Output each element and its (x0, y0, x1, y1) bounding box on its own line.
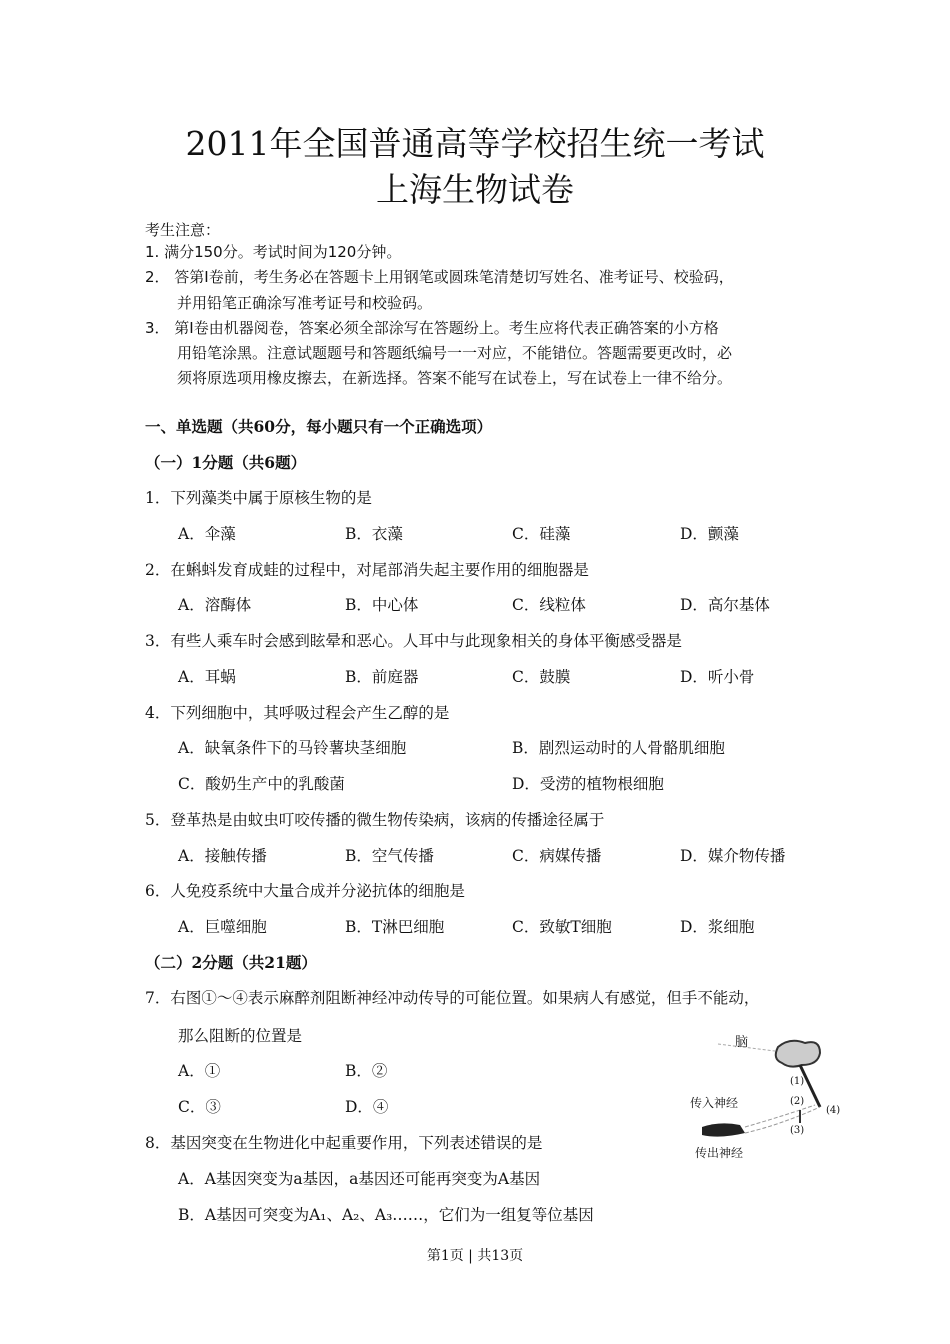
option: C．硅藻 (512, 525, 571, 543)
notice-item: 须将原选项用橡皮擦去，在新选择。答案不能写在试卷上，写在试卷上一律不给分。 (177, 369, 733, 387)
option: B．剧烈运动时的人骨骼肌细胞 (512, 739, 725, 757)
marker-2: (2) (790, 1096, 805, 1107)
question-1: 1．下列藻类中属于原核生物的是 (145, 489, 372, 507)
option: C．线粒体 (512, 596, 586, 614)
option: A．溶酶体 (178, 596, 252, 614)
notice-item: 3． 第Ⅰ卷由机器阅卷，答案必须全部涂写在答题纷上。考生应将代表正确答案的小方格 (145, 319, 719, 337)
part-heading: （一）1分题（共6题） (145, 453, 307, 472)
question-7: 7．右图①～④表示麻醉剂阻断神经冲动传导的可能位置。如果病人有感觉，但手不能动， (145, 989, 760, 1007)
option: D．浆细胞 (680, 918, 755, 936)
marker-1: (1) (790, 1076, 805, 1087)
question-4: 4．下列细胞中，其呼吸过程会产生乙醇的是 (145, 704, 450, 722)
option: A．缺氧条件下的马铃薯块茎细胞 (178, 739, 407, 757)
option: C．鼓膜 (512, 668, 571, 686)
option: B．T淋巴细胞 (345, 918, 445, 936)
part-heading: （二）2分题（共21题） (145, 953, 317, 972)
marker-3: (3) (790, 1125, 805, 1136)
marker-4: (4) (826, 1105, 841, 1116)
notice-item: 用铅笔涂黑。注意试题题号和答题纸编号一一对应，不能错位。答题需要更改时，必 (177, 344, 733, 362)
option: B．空气传播 (345, 847, 434, 865)
option: D．④ (345, 1098, 389, 1116)
option: B．中心体 (345, 596, 419, 614)
notice-item: 1. 满分150分。考试时间为120分钟。 (145, 243, 402, 261)
reflex-arc-figure (690, 1035, 850, 1165)
notice-item: 2． 答第Ⅰ卷前，考生务必在答题卡上用钢笔或圆珠笔清楚切写姓名、准考证号、校验码， (145, 268, 734, 286)
option: A．① (178, 1062, 221, 1080)
option: D．媒介物传播 (680, 847, 786, 865)
notice-item: 并用铅笔正确涂写准考证号和校验码。 (177, 294, 433, 312)
notice-heading: 考生注意： (145, 221, 221, 239)
option: A．耳蜗 (178, 668, 236, 686)
option: A．巨噬细胞 (178, 918, 267, 936)
label-efferent: 传出神经 (695, 1146, 744, 1160)
option: D．高尔基体 (680, 596, 770, 614)
page-footer: 第1页 | 共13页 (426, 1248, 524, 1264)
question-5: 5．登革热是由蚊虫叮咬传播的微生物传染病，该病的传播途径属于 (145, 811, 605, 829)
question-2: 2．在蝌蚪发育成蛙的过程中，对尾部消失起主要作用的细胞器是 (145, 561, 589, 579)
option: C．病媒传播 (512, 847, 602, 865)
option: C．酸奶生产中的乳酸菌 (178, 775, 345, 793)
option: D．听小骨 (680, 668, 755, 686)
label-brain: 脑 (735, 1035, 749, 1050)
option: B．衣藻 (345, 525, 403, 543)
option: D．受涝的植物根细胞 (512, 775, 664, 793)
option: B．② (345, 1062, 388, 1080)
option: C．③ (178, 1098, 221, 1116)
option: D．颤藻 (680, 525, 739, 543)
option: A．伞藻 (178, 525, 236, 543)
question-7-cont: 那么阻断的位置是 (178, 1027, 303, 1045)
section-heading: 一、单选题（共60分，每小题只有一个正确选项） (145, 417, 493, 436)
question-8: 8．基因突变在生物进化中起重要作用，下列表述错误的是 (145, 1134, 543, 1152)
question-3: 3．有些人乘车时会感到眩晕和恶心。人耳中与此现象相关的身体平衡感受器是 (145, 632, 682, 650)
option: B．A基因可突变为A₁、A₂、A₃……，它们为一组复等位基因 (178, 1206, 594, 1224)
title-line2: 上海生物试卷 (376, 170, 574, 209)
label-afferent: 传入神经 (690, 1096, 739, 1110)
option: B．前庭器 (345, 668, 419, 686)
question-6: 6．人免疫系统中大量合成并分泌抗体的细胞是 (145, 882, 465, 900)
option: A．A基因突变为a基因，a基因还可能再突变为A基因 (178, 1170, 541, 1188)
title-line1: 2011年全国普通高等学校招生统一考试 (185, 124, 765, 163)
option: C．致敏T细胞 (512, 918, 612, 936)
option: A．接触传播 (178, 847, 267, 865)
